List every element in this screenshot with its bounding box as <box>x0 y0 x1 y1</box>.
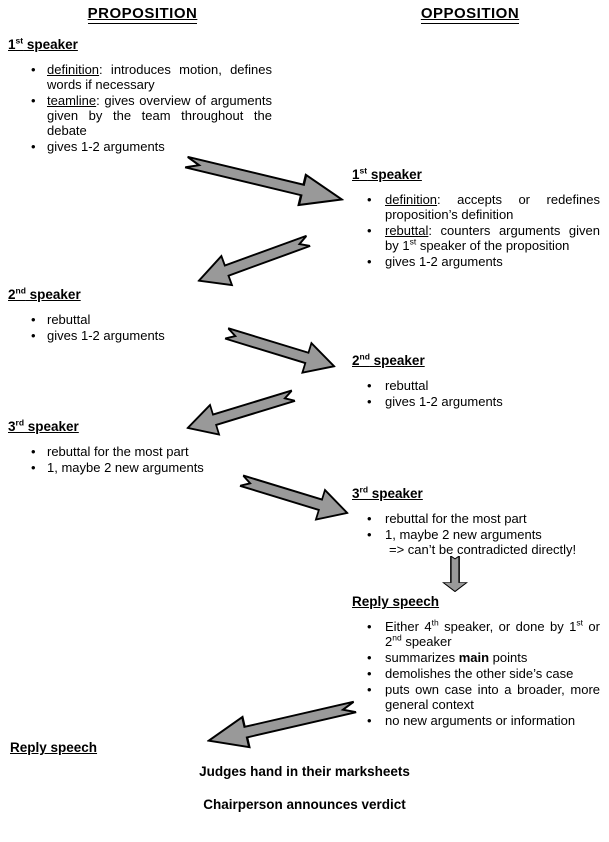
opposition-reply-bullets <box>352 619 600 728</box>
opposition-speaker2-heading: 2nd speaker <box>352 351 425 368</box>
bullet-item: • summarizes main points <box>352 650 600 665</box>
note-line: => can’t be contradicted directly! <box>389 542 577 557</box>
opposition-speaker1-section <box>352 167 600 270</box>
proposition-reply-heading: Reply speech <box>10 740 98 755</box>
opposition-reply-heading: Reply speech <box>352 594 440 609</box>
bullet-item: • Either 4th speaker, or done by 1st or 2nd speaker <box>352 619 600 649</box>
chairperson-line: Chairperson announces verdict <box>203 797 406 812</box>
bullet-item: • definition: accepts or redefines proposition’s definition <box>352 192 600 222</box>
opposition-speaker2-section <box>352 353 600 410</box>
bullet-item: • gives 1-2 arguments <box>352 394 600 409</box>
bullet-item: • rebuttal for the most part <box>8 444 272 459</box>
opposition-speaker1-heading: 1st speaker <box>352 165 422 182</box>
bullet-item: • demolishes the other side’s case <box>352 666 600 681</box>
proposition-speaker3-heading: 3rd speaker <box>8 417 79 434</box>
bullet-item: • 1, maybe 2 new arguments <box>8 460 272 475</box>
bullet-item: • gives 1-2 arguments <box>8 139 272 154</box>
bullet-item: • rebuttal: counters arguments given by 1st speaker of the proposition <box>352 223 600 253</box>
arrow-oppreply-to-propreply-icon <box>203 690 359 757</box>
bullet-item: • 1, maybe 2 new arguments => can’t be contradicted directly! <box>352 527 600 557</box>
bullet-item: • puts own case into a broader, more general context <box>352 682 600 712</box>
proposition-speaker2-heading: 2nd speaker <box>8 285 81 302</box>
bullet-item: • rebuttal <box>8 312 272 327</box>
arrow-prop1-to-opp1-icon <box>182 146 347 217</box>
bullet-item: • gives 1-2 arguments <box>8 328 272 343</box>
bullet-item: • rebuttal for the most part <box>352 511 600 526</box>
bullet-item: • definition: introduces motion, defines words if necessary <box>8 62 272 92</box>
proposition-reply-section <box>10 740 210 765</box>
bullet-item: • rebuttal <box>352 378 600 393</box>
proposition-speaker3-bullets <box>8 444 272 475</box>
opposition-speaker2-bullets <box>352 378 600 409</box>
opposition-speaker3-section <box>352 486 600 558</box>
bullet-item: • gives 1-2 arguments <box>352 254 600 269</box>
arrow-prop2-to-opp2-icon <box>222 317 341 383</box>
proposition-title <box>20 5 265 24</box>
opposition-title-text: OPPOSITION <box>420 5 520 22</box>
proposition-speaker1-heading: 1st speaker <box>8 35 78 52</box>
opposition-speaker3-bullets <box>352 511 600 557</box>
proposition-title-text: PROPOSITION <box>87 5 198 22</box>
opposition-title <box>350 5 590 24</box>
arrow-prop3-to-opp3-icon <box>236 464 353 529</box>
bullet-item: • teamline: gives overview of arguments given by the team throughout the debate <box>8 93 272 138</box>
proposition-speaker1-bullets <box>8 62 272 154</box>
judges-line: Judges hand in their marksheets <box>199 764 410 779</box>
opposition-speaker3-heading: 3rd speaker <box>352 484 423 501</box>
opposition-speaker1-bullets <box>352 192 600 269</box>
proposition-speaker1-section <box>8 37 272 155</box>
arrow-opp3-to-reply-icon <box>442 556 468 592</box>
opposition-reply-section <box>352 594 600 729</box>
bullet-item: • no new arguments or information <box>352 713 600 728</box>
